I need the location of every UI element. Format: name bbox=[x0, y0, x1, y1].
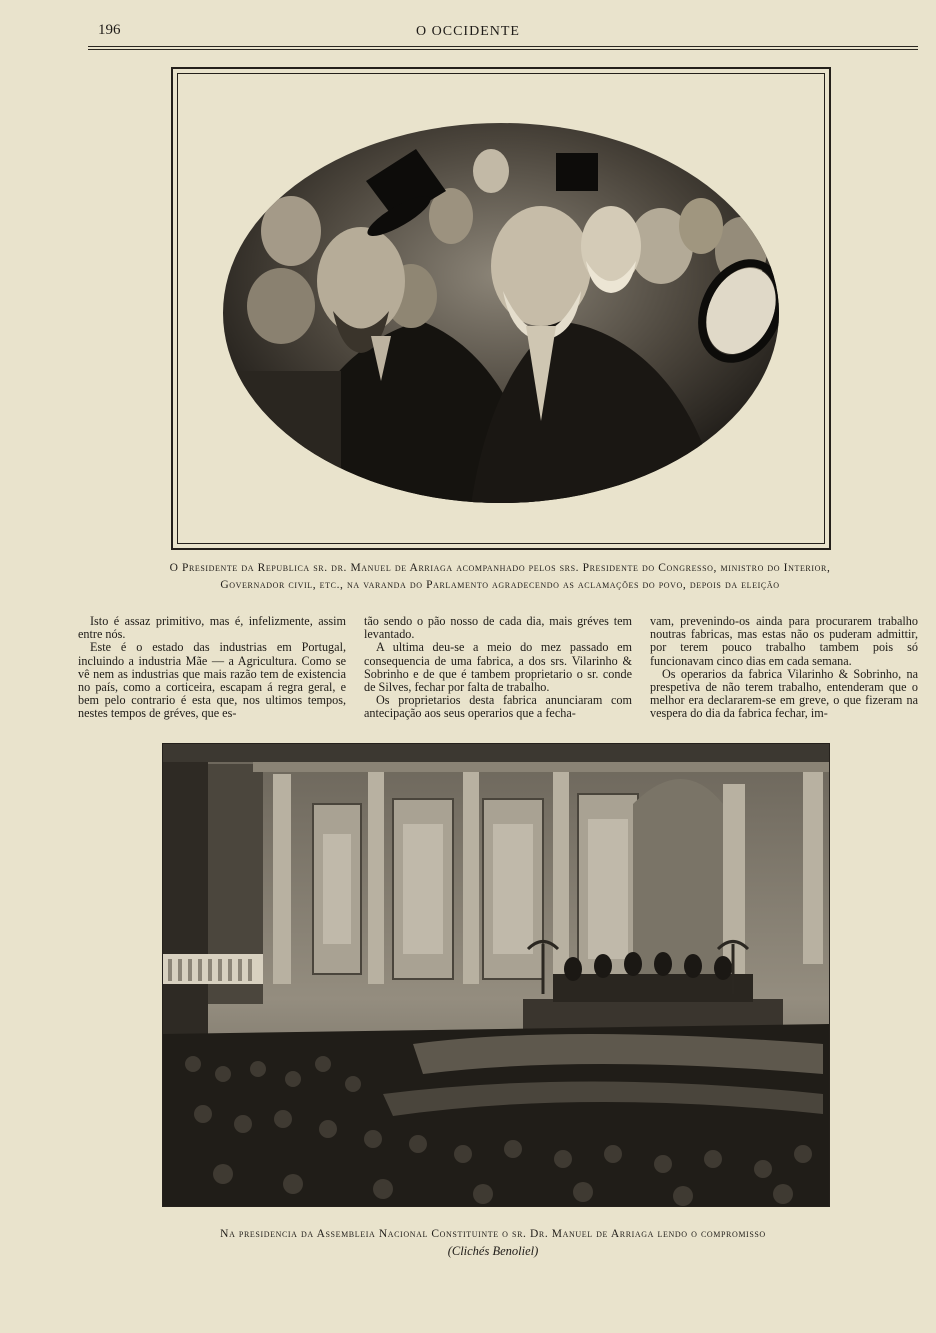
header-rule bbox=[88, 46, 918, 47]
paragraph: A ultima deu-se a meio do mez passado em consequencia de uma fabrica, a dos srs. Vilarinho & Sobrinho e de que é tambem proprietario o sr. conde de Silves, fechar por falta de trabalho. bbox=[364, 640, 632, 695]
paragraph: Os proprietarios desta fabrica anunciaram com antecipação aos seus operarios que a fecha- bbox=[364, 693, 632, 721]
header-rule-double bbox=[88, 49, 918, 50]
assembly-hall-image bbox=[163, 744, 830, 1207]
photo-credit: (Clichés Benoliel) bbox=[447, 1244, 539, 1258]
page-number: 196 bbox=[98, 22, 121, 38]
article-column-1 bbox=[78, 615, 346, 721]
top-caption-line1: O Presidente da Republica sr. dr. Manuel de Arriaga acompanhado pelos srs. Presidente do Congresso, ministro do Interior, bbox=[169, 562, 831, 574]
paragraph: Os operarios da fabrica Vilarinho & Sobrinho, na prespetiva de não terem trabalho, entenderam que o melhor era declararem-se em greve, o que fizeram na vespera do dia da fabrica fechar, im- bbox=[650, 666, 918, 721]
running-head: O OCCIDENTE bbox=[416, 24, 520, 39]
article-column-2 bbox=[364, 615, 632, 721]
paragraph: Isto é assaz primitivo, mas é, infelizmente, assim entre nós. bbox=[78, 614, 346, 642]
top-photo-caption bbox=[100, 560, 900, 594]
top-photo-frame bbox=[171, 67, 831, 550]
paragraph: vam, prevenindo-os ainda para procurarem trabalho noutras fabricas, mas estas não os puderam admittir, por terem pouco trabalho tambem pois só funcionavam cinco dias em cada semana. bbox=[650, 614, 918, 668]
bottom-photo-caption: Na presidencia da Assembleia Nacional Constituinte o sr. Dr. Manuel de Arriaga lendo o compromisso bbox=[220, 1228, 766, 1240]
paragraph: tão sendo o pão nosso de cada dia, mais gréves tem levantado. bbox=[364, 614, 632, 642]
assembly-hall-photo bbox=[162, 743, 830, 1207]
top-caption-line2: Governador civil, etc., na varanda do Parlamento agradecendo as aclamações do povo, depois da eleição bbox=[220, 579, 780, 591]
balcony-group-photo bbox=[221, 121, 781, 505]
paragraph: Este é o estado das industrias em Portugal, incluindo a industria Mãe — a Agricultura. Como se vê nem as industrias que mais razão tem de existencia no país, como a corticeira, escapam á regra geral, e bem pelo contrario é esta que, nos ultimos tempos, nestes tempos de gréves, que es- bbox=[78, 640, 346, 721]
article-column-3 bbox=[650, 615, 918, 721]
